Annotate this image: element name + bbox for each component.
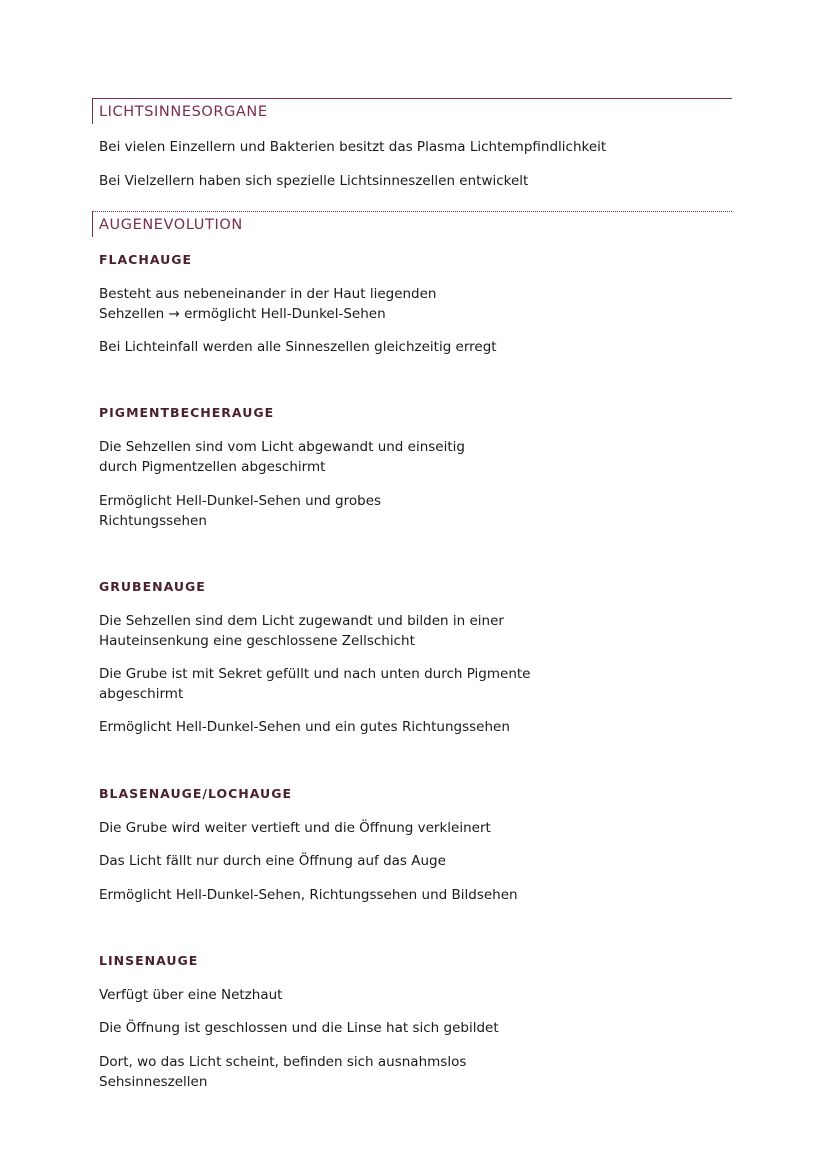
section-heading-lichtsinnesorgane: LICHTSINNESORGANE (92, 98, 732, 124)
paragraph-line: Sehsinneszellen (99, 1074, 208, 1090)
paragraph (99, 851, 446, 871)
section-heading-augenevolution: AUGENEVOLUTION (92, 211, 732, 237)
subheading-pigmentbecherauge: PIGMENTBECHERAUGE (99, 405, 275, 420)
paragraph (99, 284, 437, 324)
paragraph: Bei vielen Einzellern und Bakterien besitzt das Plasma Lichtempfindlichkeit (99, 139, 607, 155)
paragraph-line: Hauteinsenkung eine geschlossene Zellschicht (99, 633, 415, 649)
paragraph (99, 437, 465, 477)
paragraph-line: Die Sehzellen sind dem Licht zugewandt und bilden in einer (99, 613, 504, 629)
paragraph-line: Verfügt über eine Netzhaut (99, 987, 283, 1003)
paragraph: Bei Vielzellern haben sich spezielle Lichtsinneszellen entwickelt (99, 173, 529, 189)
paragraph (99, 337, 497, 357)
paragraph (99, 664, 531, 704)
subheading-linsenauge: LINSENAUGE (99, 953, 199, 968)
paragraph (99, 611, 504, 651)
paragraph-line: Sehzellen → ermöglicht Hell-Dunkel-Sehen (99, 306, 386, 322)
paragraph-line: Ermöglicht Hell-Dunkel-Sehen und ein gutes Richtungssehen (99, 719, 510, 735)
paragraph-line: Die Grube ist mit Sekret gefüllt und nach unten durch Pigmente (99, 666, 531, 682)
subheading-blasenauge-lochauge: BLASENAUGE/LOCHAUGE (99, 786, 292, 801)
subheading-grubenauge: GRUBENAUGE (99, 579, 206, 594)
paragraph-line: Die Sehzellen sind vom Licht abgewandt und einseitig (99, 439, 465, 455)
paragraph-line: Bei Lichteinfall werden alle Sinneszellen gleichzeitig erregt (99, 339, 497, 355)
paragraph-line: Ermöglicht Hell-Dunkel-Sehen und grobes (99, 493, 382, 509)
paragraph (99, 818, 491, 838)
paragraph (99, 885, 518, 905)
paragraph (99, 717, 510, 737)
paragraph-line: Besteht aus nebeneinander in der Haut liegenden (99, 286, 437, 302)
subheading-flachauge: FLACHAUGE (99, 252, 193, 267)
paragraph (99, 985, 282, 1005)
paragraph (99, 491, 381, 531)
paragraph-line: Das Licht fällt nur durch eine Öffnung auf das Auge (99, 853, 446, 869)
paragraph-line: Ermöglicht Hell-Dunkel-Sehen, Richtungssehen und Bildsehen (99, 887, 518, 903)
paragraph-line: abgeschirmt (99, 686, 184, 702)
paragraph-line: Dort, wo das Licht scheint, befinden sich ausnahmslos (99, 1054, 467, 1070)
paragraph-line: Die Grube wird weiter vertieft und die Öffnung verkleinert (99, 820, 491, 836)
paragraph-line: durch Pigmentzellen abgeschirmt (99, 459, 326, 475)
paragraph (99, 1052, 466, 1092)
paragraph-line: Die Öffnung ist geschlossen und die Linse hat sich gebildet (99, 1020, 499, 1036)
paragraph-line: Richtungssehen (99, 513, 207, 529)
paragraph (99, 1018, 499, 1038)
